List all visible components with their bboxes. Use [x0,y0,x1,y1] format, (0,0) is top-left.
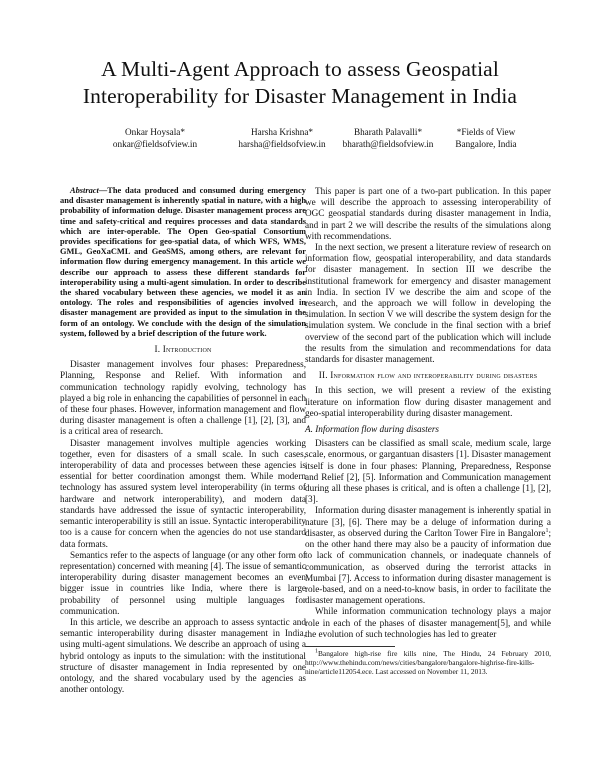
author-2 [226,126,338,150]
author-email: bharath@fieldsofview.in [342,139,434,149]
author-3 [332,126,444,150]
right-column [305,186,551,676]
author-name: Bharath Palavalli* [353,127,423,137]
footnote-marker: 1 [545,527,549,534]
section2-paragraph-1: In this section, we will present a review of the existing literature on information flow during disaster management and geo-spatial interoperability during disaster management. [305,385,551,418]
left-column [60,186,306,695]
section-heading-introduction: I. Introduction [154,344,212,355]
author-block [0,126,600,156]
abstract-text: The data produced and consumed during emergency and disaster management is inherently spatial in nature, with a high probability of information deluge. Disaster management process are time and safety-critical and requires processes and data standards which are inter-operable. The Open Geo-spatial Consortium provides specifications for geo-spatial data, of which WFS, WMS, GML, GeoXaCML and GeoSMS, among others, are relevant for information flow during emergency management. In this article we describe our approach to assess these different standards for interoperability using a multi-agent simulation. In order to describe the shared vocabulary between these agencies, we model it as an ontology. The roles and responsibilities of agencies involved in disaster management are provided as input to the simulation in the form of an ontology. We conclude with the design of the simulation system, followed by a brief description of the future work. [60,186,306,338]
subsection-heading-a: A. Information flow during disasters [305,424,439,435]
paper-title [40,56,560,110]
subsection-a-paragraph-3: While information communication technology plays a major role in each of the phases of disaster management[5], and while the evolution of such technologies has led to greater [305,606,551,639]
right-paragraph-2: In the next section, we present a literature review of research on information flow, geospatial interoperability, and data standards for disaster management. In section III we describe the institutional framework for emergency and disaster management in India. In section IV we describe the aim and scope of the research, and the approach we will follow in developing the simulation. In section V we will describe the system design for the simulation system. We conclude in the final section with a brief overview of the second part of the publication which will include the results from the simulation and recommendations for data standards for disaster management. [305,242,551,365]
author-email: onkar@fieldsofview.in [112,139,198,149]
author-name: Onkar Hoysala* [125,127,185,137]
subsection-a-paragraph-2 [305,505,551,606]
affiliation-org: *Fields of View [456,127,516,137]
abstract-lead: Abstract— [70,186,108,195]
author-name: Harsha Krishna* [251,127,313,137]
abstract [60,186,306,339]
affiliation-location: Bangalore, India [455,139,517,149]
paragraph-text: ; on the other hand there may also be a paucity of information due to lack of communication channels, or inadequate channels of communication, as observed during the terrorist attacks in Mumbai [7]. Access to information during disaster management is role-based, and on a need-to-know basis, in order to facilitate the disaster management operations. [305,527,551,606]
title-line-1: A Multi-Agent Approach to assess Geospatial [101,57,499,81]
intro-paragraph-2: Disaster management involves multiple agencies working together, even for disasters of a small scale. In such cases, interoperability of data and processes between these agencies is essential for better coordination amongst them. While modern technology has assured system level interoperability (in terms of hardware and network interoperability), and modern data standards have addressed the issue of syntactic interoperability, semantic interoperability is still an issue. Syntactic interoperability too is a cause for concern when the agencies do not use standard data formats. [60,437,306,549]
title-line-2: Interoperability for Disaster Management in India [82,84,518,108]
paragraph-text: Information during disaster management is inherently spatial in nature [3], [6]. There may be a deluge of information during a disaster, as observed during the Carlton Tower Fire in Bangalore [305,505,551,538]
author-1 [100,126,210,150]
affiliation [446,126,526,150]
footnote [305,650,551,676]
subsection-a-paragraph-1: Disasters can be classified as small scale, medium scale, large scale, enormous, or gargantuan disasters [1]. Disaster management itself is done in four phases: Planning, Preparedness, Response and Relief [2], [5]. Information and Communication management during all these phases is critical, and is often a challenge [1], [2], [3]. [305,438,551,505]
section-heading-information-flow: II. Information flow and interoperability during disasters [318,370,538,381]
intro-paragraph-4: In this article, we describe an approach to assess syntactic and semantic interoperability during disaster management in India, using multi-agent simulations. We describe an approach of using a hybrid ontology as inputs to the simulation: with the institutional structure of disaster management in India represented by one ontology, and the shared vocabulary used by the agencies as another ontology. [60,616,306,695]
author-email: harsha@fieldsofview.in [238,139,326,149]
footnote-divider [305,646,395,647]
intro-paragraph-3: Semantics refer to the aspects of language (or any other form of representation) concerned with meaning [4]. The issue of semantic interoperability during disaster management becomes an even bigger issue in countries like India, where there is large probability of personnel using multiple languages for communication. [60,549,306,616]
right-paragraph-1: This paper is part one of a two-part publication. In this paper we will describe the approach to assessing interoperability of OGC geospatial standards during disaster management in India, and in part 2 we will describe the results of the simulations along with recommendations. [305,186,551,241]
intro-paragraph-1: Disaster management involves four phases: Preparedness, Planning, Response and Relief. With information and communication technology rapidly evolving, technology has played a big role in enhancing the capabilities of personnel in each of these four phases. However, information management and flow during disaster management is often a challenge [1], [2], [3], and is a critical area of research. [60,359,306,437]
footnote-text: Bangalore high-rise fire kills nine, The Hindu, 24 February 2010, http://www.thehindu.com/news/cities/bangalore/bangalore-highrise-fire-kills-nine/article112054.ece. Last accessed on November 11, 2013. [305,648,551,676]
footnote-number: 1 [315,648,318,655]
